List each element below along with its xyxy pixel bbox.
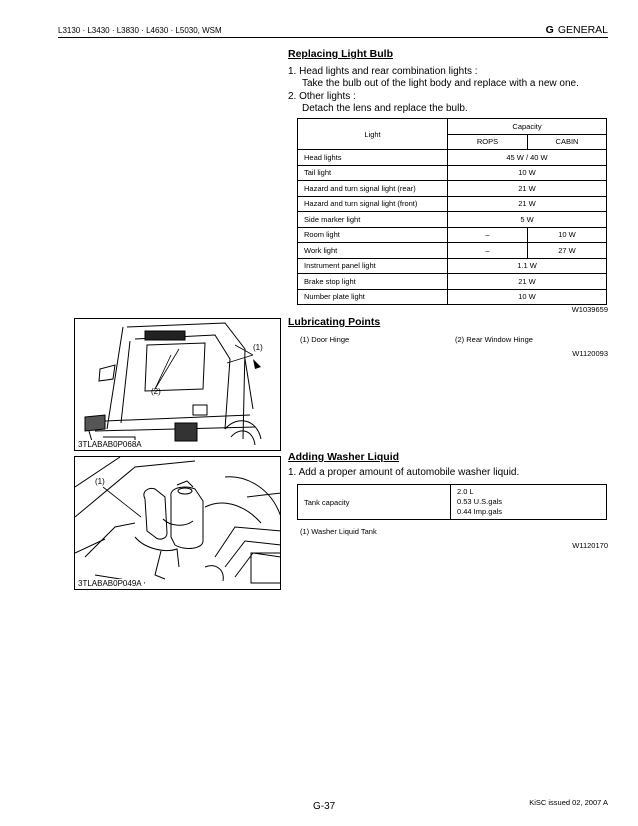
capacity-value: 1.1 W <box>448 258 607 274</box>
issue-note: KiSC issued 02, 2007 A <box>529 798 608 807</box>
fig1-callout-1: (1) <box>253 343 263 352</box>
light-name: Number plate light <box>298 289 448 305</box>
capacity-value: 10 W <box>448 165 607 181</box>
capacity-value: 5 W <box>448 212 607 228</box>
lube-label-2: (2) Rear Window Hinge <box>455 335 533 344</box>
light-name: Hazard and turn signal light (rear) <box>298 181 448 197</box>
capacity-value: 45 W / 40 W <box>448 150 607 166</box>
fig2-caption: 3TLABAB0P049A <box>78 579 142 588</box>
capacity-value: 21 W <box>448 274 607 290</box>
table-row <box>298 258 607 274</box>
page-number: G-37 <box>313 801 336 812</box>
table-row <box>298 165 607 181</box>
col-rops-header: ROPS <box>448 134 528 150</box>
header-divider <box>58 37 608 38</box>
light-name: Instrument panel light <box>298 258 448 274</box>
bulb-step-1-detail: Take the bulb out of the light body and replace with a new one. <box>302 78 579 89</box>
cabin-value: 10 W <box>528 227 607 243</box>
rops-value: – <box>448 243 528 259</box>
tank-capacity-liters: 2.0 L <box>457 487 474 496</box>
light-name: Work light <box>298 243 448 259</box>
table-row <box>298 181 607 197</box>
bulb-step-2-text: 2. Other lights : <box>288 91 356 102</box>
light-capacity-table <box>297 118 607 305</box>
replacing-bulb-title: Replacing Light Bulb <box>288 48 393 60</box>
washer-capacity-table <box>297 484 607 520</box>
tank-capacity-us-gals: 0.53 U.S.gals <box>457 497 503 506</box>
light-name: Hazard and turn signal light (front) <box>298 196 448 212</box>
table-row <box>298 196 607 212</box>
col-cabin-header: CABIN <box>528 134 607 150</box>
table-row <box>298 212 607 228</box>
header-section <box>546 24 608 36</box>
bulb-step-1-text: 1. Head lights and rear combination lights : <box>288 66 478 77</box>
tank-capacity-label: Tank capacity <box>298 485 451 520</box>
figure-cab-hinges <box>74 318 281 451</box>
capacity-value: 21 W <box>448 181 607 197</box>
table-row <box>298 150 607 166</box>
washer-step-1: 1. Add a proper amount of automobile washer liquid. <box>288 467 520 478</box>
light-name: Brake stop light <box>298 274 448 290</box>
cab-illustration <box>75 319 281 451</box>
lube-code: W1120093 <box>572 349 608 358</box>
lube-label-1: (1) Door Hinge <box>300 335 350 344</box>
light-name: Room light <box>298 227 448 243</box>
washer-code: W1120170 <box>572 541 608 550</box>
col-light-header: Light <box>298 119 448 150</box>
header-models: L3130 · L3430 · L3830 · L4630 · L5030, WSM <box>58 26 222 35</box>
bulb-step-1 <box>288 66 579 90</box>
bulb-step-2-detail: Detach the lens and replace the bulb. <box>302 103 468 114</box>
washer-title: Adding Washer Liquid <box>288 451 400 463</box>
lubricating-title: Lubricating Points <box>288 316 381 328</box>
tank-capacity-imp-gals: 0.44 Imp.gals <box>457 507 503 516</box>
section-letter: G <box>545 24 554 36</box>
figure-washer-tank <box>74 456 281 590</box>
capacity-value: 21 W <box>448 196 607 212</box>
section-name: GENERAL <box>557 24 608 36</box>
capacity-value: 10 W <box>448 289 607 305</box>
table-row <box>298 243 607 259</box>
fig1-callout-2: (2) <box>151 387 161 396</box>
table-row <box>298 289 607 305</box>
rops-value: – <box>448 227 528 243</box>
washer-tank-illustration <box>75 457 281 590</box>
tank-capacity-values <box>451 485 607 520</box>
light-name: Tail light <box>298 165 448 181</box>
col-capacity-header: Capacity <box>448 119 607 135</box>
light-name: Side marker light <box>298 212 448 228</box>
fig1-caption: 3TLABAB0P068A <box>78 440 142 449</box>
light-name: Head lights <box>298 150 448 166</box>
bulb-code: W1039659 <box>571 305 608 314</box>
fig2-callout-1: (1) <box>95 477 105 486</box>
washer-label-1: (1) Washer Liquid Tank <box>300 527 377 536</box>
cabin-value: 27 W <box>528 243 607 259</box>
table-row <box>298 274 607 290</box>
table-row <box>298 227 607 243</box>
bulb-step-2 <box>288 91 468 115</box>
